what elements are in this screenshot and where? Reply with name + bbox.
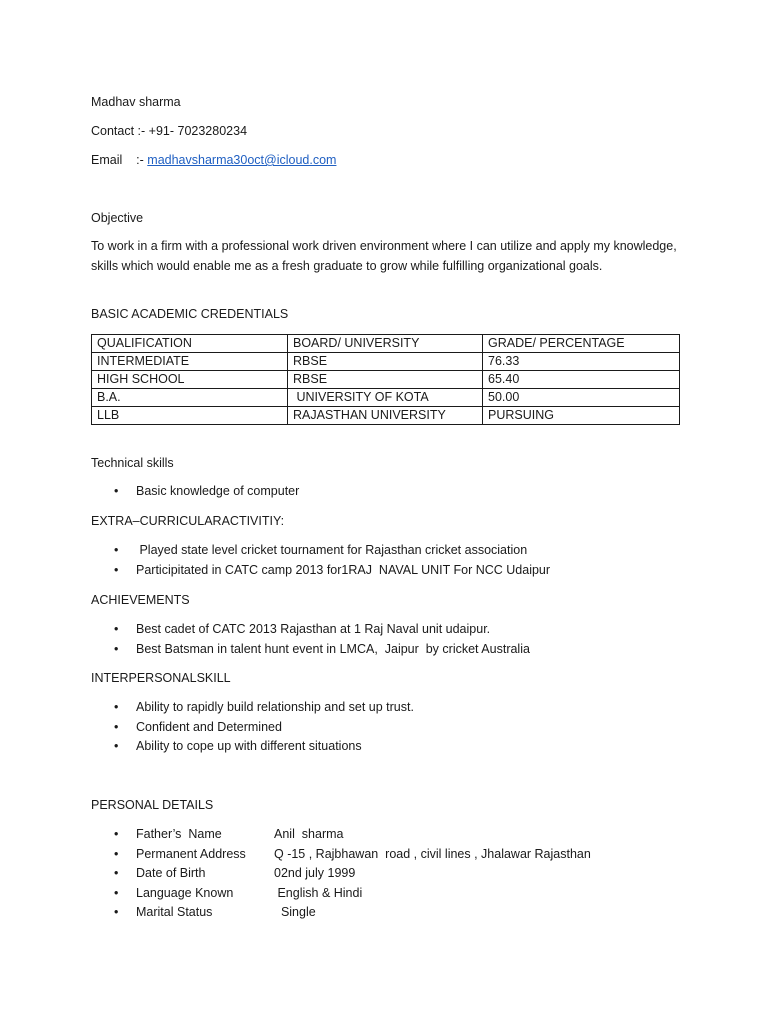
bullet-icon: • bbox=[114, 827, 119, 841]
academics-heading: BASIC ACADEMIC CREDENTIALS bbox=[91, 307, 289, 321]
bullet-icon: • bbox=[114, 739, 119, 754]
table-cell: LLB bbox=[92, 407, 288, 425]
email-line bbox=[91, 152, 336, 168]
bullet-icon: • bbox=[114, 641, 119, 656]
achievements-heading: ACHIEVEMENTS bbox=[91, 593, 190, 607]
academics-table bbox=[91, 334, 680, 425]
bullet-icon: • bbox=[114, 562, 119, 577]
table-cell: UNIVERSITY OF KOTA bbox=[288, 389, 483, 407]
extracurricular-heading: EXTRA–CURRICULARACTIVITIY: bbox=[91, 514, 285, 528]
bullet-icon: • bbox=[114, 905, 119, 920]
bullet-icon: • bbox=[114, 846, 119, 861]
candidate-name: Madhav sharma bbox=[91, 95, 181, 109]
interpersonal-heading: INTERPERSONALSKILL bbox=[91, 671, 231, 685]
table-row bbox=[92, 407, 680, 425]
email-label: Email :- bbox=[91, 153, 144, 167]
table-cell: 50.00 bbox=[483, 389, 680, 407]
table-cell: RBSE bbox=[288, 371, 483, 389]
table-cell: B.A. bbox=[92, 389, 288, 407]
bullet-icon: • bbox=[114, 543, 119, 557]
contact-line: Contact :- +91- 7023280234 bbox=[91, 124, 248, 138]
column-header: BOARD/ UNIVERSITY bbox=[288, 335, 483, 353]
objective-heading: Objective bbox=[91, 211, 144, 225]
table-row bbox=[92, 371, 680, 389]
bullet-icon: • bbox=[114, 866, 119, 881]
table-row bbox=[92, 389, 680, 407]
personal-heading: PERSONAL DETAILS bbox=[91, 798, 214, 812]
technical-heading: Technical skills bbox=[91, 456, 174, 470]
table-cell: PURSUING bbox=[483, 407, 680, 425]
bullet-icon: • bbox=[114, 484, 119, 498]
table-cell: HIGH SCHOOL bbox=[92, 371, 288, 389]
column-header: GRADE/ PERCENTAGE bbox=[483, 335, 680, 353]
table-cell: 76.33 bbox=[483, 353, 680, 371]
bullet-icon: • bbox=[114, 885, 119, 900]
email-link[interactable]: madhavsharma30oct@icloud.com bbox=[147, 153, 337, 167]
objective-text: To work in a firm with a professional work driven environment where I can utilize and apply my knowledge, skills which would enable me as a fresh graduate to grow while fulfilling organizational goals. bbox=[91, 239, 677, 273]
table-cell: RAJASTHAN UNIVERSITY bbox=[288, 407, 483, 425]
table-cell: 65.40 bbox=[483, 371, 680, 389]
table-header-row bbox=[92, 335, 680, 353]
bullet-icon: • bbox=[114, 622, 119, 636]
table-row bbox=[92, 353, 680, 371]
table-cell: RBSE bbox=[288, 353, 483, 371]
table-cell: INTERMEDIATE bbox=[92, 353, 288, 371]
column-header: QUALIFICATION bbox=[92, 335, 288, 353]
bullet-icon: • bbox=[114, 700, 119, 714]
bullet-icon: • bbox=[114, 719, 119, 734]
